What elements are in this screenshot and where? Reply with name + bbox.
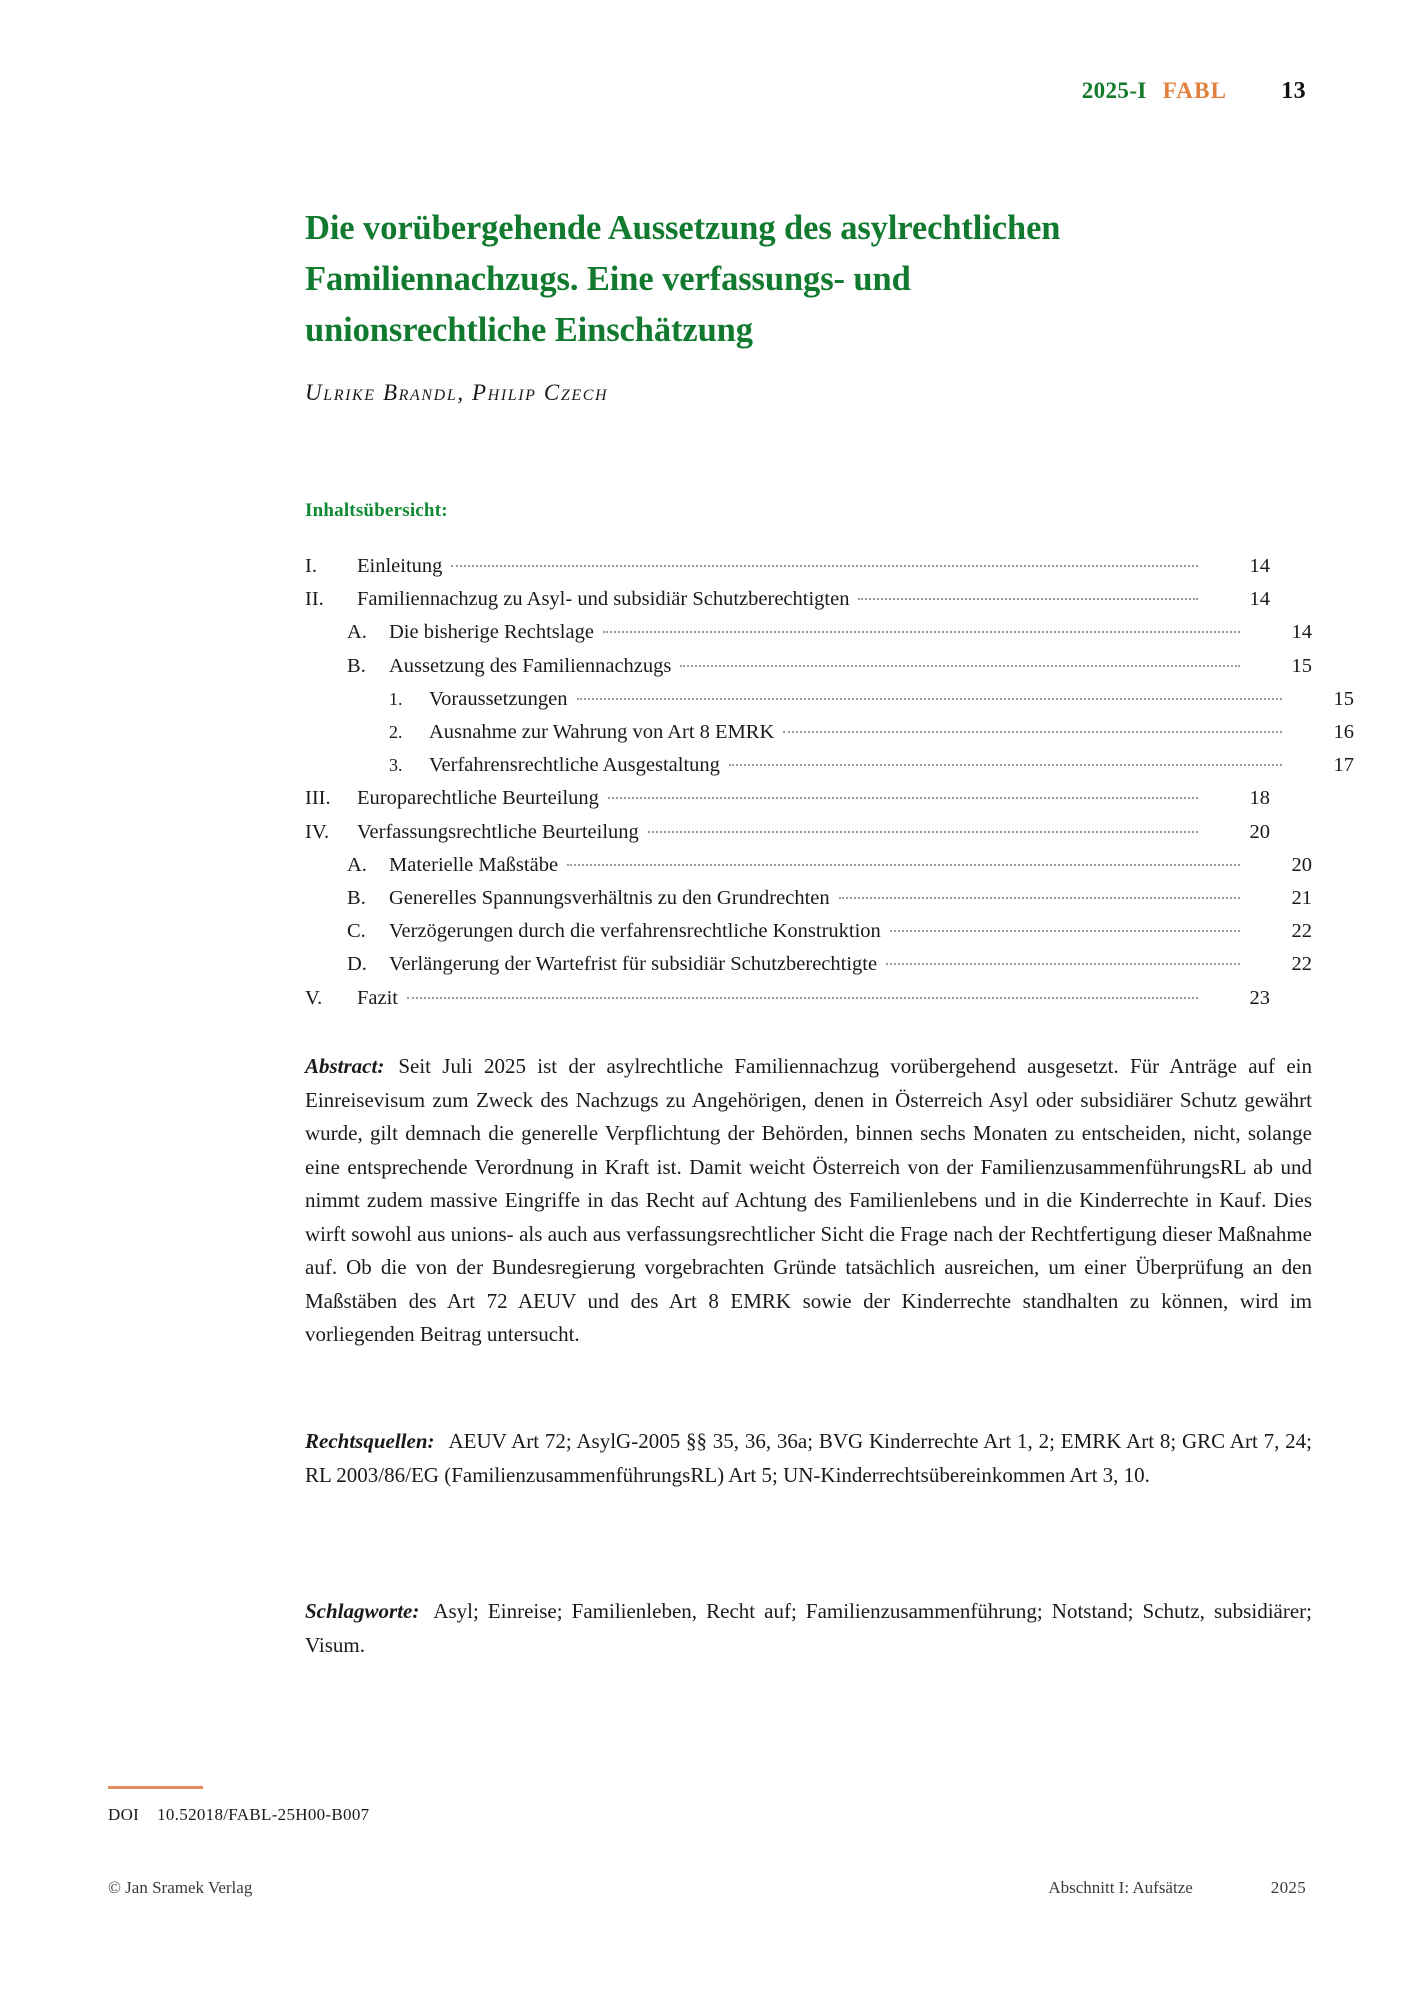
legal-sources-label: Rechtsquellen: xyxy=(305,1429,435,1453)
running-head-journal: FABL xyxy=(1162,78,1228,103)
title-line-3: unionsrechtliche Einschätzung xyxy=(305,311,753,350)
legal-sources-text: AEUV Art 72; AsylG-2005 §§ 35, 36, 36a; BVG Kinderrechte Art 1, 2; EMRK Art 8; GRC Art 7, 24; RL 2003/86/EG (FamilienzusammenführungsRL) Art 5; UN-Kinderrechtsübereinkommen Art 3, 10. xyxy=(305,1429,1312,1487)
toc-entry[interactable] xyxy=(305,749,1354,782)
running-head-issue: 2025-I xyxy=(1081,78,1147,103)
footnote-separator-rule xyxy=(108,1786,203,1789)
toc-leader-dots xyxy=(783,730,1282,733)
toc-entry-page-number: 15 xyxy=(1291,654,1312,677)
toc-entry-page-number: 20 xyxy=(1249,820,1270,843)
toc-entry[interactable] xyxy=(305,616,1312,649)
toc-entry[interactable] xyxy=(305,782,1270,815)
toc-entry-number: IV. xyxy=(305,820,330,843)
toc-leader-dots xyxy=(603,630,1240,633)
toc-entry[interactable] xyxy=(305,948,1312,981)
toc-entry-page-number: 18 xyxy=(1249,787,1270,810)
toc-entry-number: III. xyxy=(305,787,331,810)
toc-entry-page-number: 14 xyxy=(1249,588,1270,611)
toc-entry-number: D. xyxy=(347,953,367,976)
toc-entry-page-number: 14 xyxy=(1291,621,1312,644)
toc-entry[interactable] xyxy=(305,816,1270,849)
toc-entry-page-number: 23 xyxy=(1249,986,1270,1009)
title-line-1: Die vorübergehende Aussetzung des asylrechtlichen xyxy=(305,209,1061,248)
toc-entry-number: 1. xyxy=(389,688,403,709)
footer-section-label: Abschnitt I: Aufsätze xyxy=(1048,1878,1193,1897)
doi-value[interactable]: 10.52018/FABL-25H00-B007 xyxy=(157,1805,370,1824)
toc-entry-number: A. xyxy=(347,621,367,644)
toc-entry-label: Ausnahme zur Wahrung von Art 8 EMRK xyxy=(429,721,775,744)
toc-entry-page-number: 22 xyxy=(1291,920,1312,943)
toc-entry-label: Fazit xyxy=(357,986,398,1009)
footer-right-group xyxy=(1048,1878,1306,1898)
table-of-contents xyxy=(305,550,1354,1015)
legal-sources-block xyxy=(305,1425,1312,1492)
abstract-block xyxy=(305,1050,1312,1352)
toc-entry-label: Europarechtliche Beurteilung xyxy=(357,787,599,810)
keywords-text: Asyl; Einreise; Familienleben, Recht auf; Familienzusammenführung; Notstand; Schutz, subsidiärer; Visum. xyxy=(305,1599,1312,1657)
toc-entry[interactable] xyxy=(305,716,1354,749)
toc-entry[interactable] xyxy=(305,583,1270,616)
toc-entry-label: Familiennachzug zu Asyl- und subsidiär Schutzberechtigten xyxy=(357,588,850,611)
toc-entry[interactable] xyxy=(305,550,1270,583)
toc-entry-label: Verfassungsrechtliche Beurteilung xyxy=(357,820,639,843)
toc-entry[interactable] xyxy=(305,683,1354,716)
doi-line xyxy=(108,1805,369,1825)
toc-entry-label: Voraussetzungen xyxy=(429,687,568,710)
doi-label: DOI xyxy=(108,1805,140,1824)
toc-leader-dots xyxy=(858,597,1198,600)
toc-leader-dots xyxy=(648,830,1198,833)
toc-entry-page-number: 20 xyxy=(1291,853,1312,876)
toc-entry-number: V. xyxy=(305,986,323,1009)
author-byline: Ulrike Brandl, Philip Czech xyxy=(305,380,609,405)
keywords-block xyxy=(305,1595,1312,1662)
toc-entry-label: Aussetzung des Familiennachzugs xyxy=(389,654,672,677)
toc-entry-label: Verfahrensrechtliche Ausgestaltung xyxy=(429,754,720,777)
toc-entry-label: Verlängerung der Wartefrist für subsidiär Schutzberechtigte xyxy=(389,953,878,976)
running-head xyxy=(1082,78,1306,105)
toc-leader-dots xyxy=(608,796,1198,799)
toc-leader-dots xyxy=(729,763,1282,766)
footer-copyright: © Jan Sramek Verlag xyxy=(108,1878,253,1897)
footer-year: 2025 xyxy=(1270,1878,1306,1897)
toc-entry-page-number: 22 xyxy=(1291,953,1312,976)
keywords-label: Schlagworte: xyxy=(305,1599,420,1623)
toc-entry-number: C. xyxy=(347,920,366,943)
toc-entry[interactable] xyxy=(305,650,1312,683)
running-head-page-number: 13 xyxy=(1281,78,1306,104)
toc-entry-number: 3. xyxy=(389,755,403,776)
page-footer xyxy=(108,1878,1306,1898)
toc-entry-page-number: 14 xyxy=(1249,555,1270,577)
toc-entry-label: Die bisherige Rechtslage xyxy=(389,621,594,644)
toc-entry-number: A. xyxy=(347,853,367,876)
toc-leader-dots xyxy=(680,664,1240,667)
toc-leader-dots xyxy=(567,863,1240,866)
toc-leader-dots xyxy=(890,929,1240,932)
toc-entry[interactable] xyxy=(305,882,1312,915)
toc-entry-label: Materielle Maßstäbe xyxy=(389,853,559,876)
page-title xyxy=(305,203,1210,356)
toc-leader-dots xyxy=(839,896,1240,899)
abstract-label: Abstract: xyxy=(305,1054,385,1078)
abstract-text: Seit Juli 2025 ist der asylrechtliche Familiennachzug vorübergehend ausgesetzt. Für Anträge auf ein Einreisevisum zum Zweck des Nachzugs zu Angehörigen, denen in Österreich Asyl oder subsidiärer Schutz gewährt wurde, gilt demnach die generelle Verpflichtung der Behörden, binnen sechs Monaten zu entscheiden, nicht, solange eine entsprechende Verordnung in Kraft ist. Damit weicht Österreich von der FamilienzusammenführungsRL ab und nimmt zudem massive Eingriffe in das Recht auf Achtung des Familienlebens und in die Kinderrechte in Kauf. Dies wirft sowohl aus unions- als auch aus verfassungsrechtlicher Sicht die Frage nach der Rechtfertigung dieser Maßnahme auf. Ob die von der Bundesregierung vorgebrachten Gründe tatsächlich ausreichen, um einer Überprüfung an den Maßstäben des Art 72 AEUV und des Art 8 EMRK sowie der Kinderrechte standhalten zu können, wird im vorliegenden Beitrag untersucht. xyxy=(305,1054,1312,1346)
title-line-2: Familiennachzugs. Eine verfassungs- und xyxy=(305,260,911,299)
toc-entry-number: 2. xyxy=(389,722,403,743)
toc-entry-page-number: 16 xyxy=(1333,721,1354,744)
toc-entry[interactable] xyxy=(305,849,1312,882)
toc-entry-page-number: 17 xyxy=(1333,754,1354,777)
toc-leader-dots xyxy=(407,996,1198,999)
toc-entry-number: B. xyxy=(347,887,366,910)
toc-entry-page-number: 21 xyxy=(1291,887,1312,910)
toc-leader-dots xyxy=(451,564,1198,567)
toc-entry-page-number: 15 xyxy=(1333,687,1354,710)
toc-entry-label: Verzögerungen durch die verfahrensrechtliche Konstruktion xyxy=(389,920,881,943)
toc-entry-number: II. xyxy=(305,588,324,611)
toc-entry-label: Einleitung xyxy=(357,555,443,577)
toc-entry[interactable] xyxy=(305,915,1312,948)
toc-leader-dots xyxy=(577,697,1282,700)
toc-entry[interactable] xyxy=(305,982,1270,1015)
toc-entry-number: I. xyxy=(305,555,317,577)
toc-entry-label: Generelles Spannungsverhältnis zu den Grundrechten xyxy=(389,887,830,910)
toc-heading: Inhaltsübersicht: xyxy=(305,500,448,521)
toc-entry-number: B. xyxy=(347,654,366,677)
toc-leader-dots xyxy=(886,962,1240,965)
